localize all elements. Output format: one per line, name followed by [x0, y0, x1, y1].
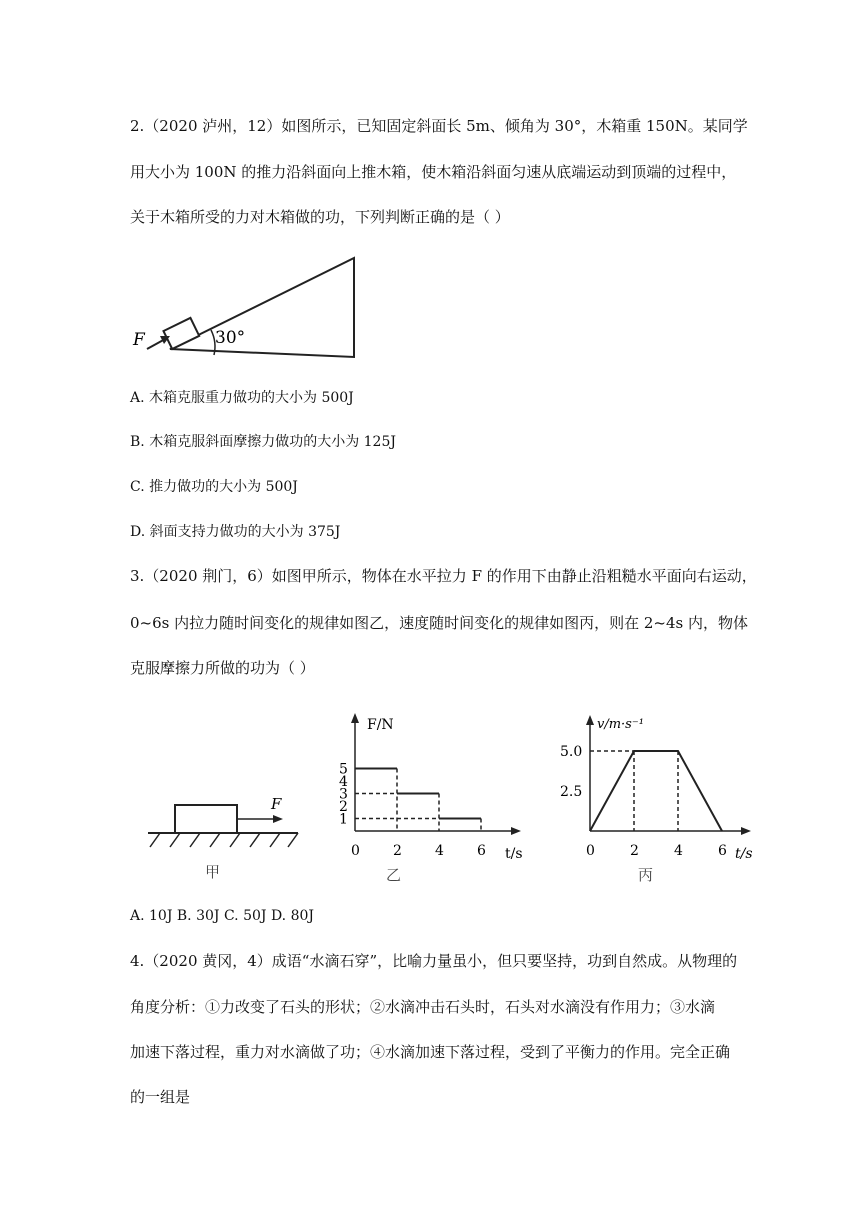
- q3-stem-line-2: 0~6s 内拉力随时间变化的规律如图乙，速度随时间变化的规律如图丙，则在 2~4s 内，物体: [130, 614, 749, 632]
- y-tick-label: 2.5: [560, 784, 583, 800]
- q2-stem-line-2: 用大小为 100N 的推力沿斜面向上推木箱，使木箱沿斜面匀速从底端运动到顶端的过程中，: [130, 163, 737, 181]
- q2-stem-line-3: 关于木箱所受的力对木箱做的功，下列判断正确的是（ ）: [130, 208, 510, 226]
- q2-option-d: D. 斜面支持力做功的大小为 375J: [130, 524, 341, 540]
- x-axis-label-yi: t/s: [505, 846, 523, 862]
- x-tick-label: 6: [718, 843, 727, 859]
- wooden-box: [163, 318, 199, 349]
- ground-hatching: [150, 833, 298, 847]
- x-tick-label: 2: [393, 843, 402, 859]
- y-axis-label-yi: F/N: [367, 717, 394, 733]
- x-axis-label-bing: t/s: [735, 846, 753, 862]
- block: [175, 805, 237, 833]
- figure-jia: [140, 795, 315, 885]
- incline-triangle: [170, 258, 354, 357]
- y-axis-arrowhead: [586, 715, 594, 725]
- y-tick-label: 4: [339, 774, 348, 790]
- q2-stem-line-1: 2.（2020 泸州，12）如图所示，已知固定斜面长 5m、倾角为 30°，木箱重 150N。某同学: [130, 117, 748, 135]
- q4-stem-line-4: 的一组是: [130, 1088, 191, 1106]
- y-tick-label: 5.0: [560, 744, 583, 760]
- q4-stem-line-1: 4.（2020 黄冈，4）成语“水滴石穿”，比喻力量虽小，但只要坚持，功到自然成。从物理的: [130, 952, 738, 970]
- y-tick-label: 2: [339, 799, 348, 815]
- q3-stem-line-1: 3.（2020 荆门，6）如图甲所示，物体在水平拉力 F 的作用下由静止沿粗糙水平面向右运动，: [130, 567, 757, 585]
- pull-force-label: F: [271, 795, 282, 813]
- force-label: F: [133, 330, 145, 350]
- x-tick-label: 6: [477, 843, 486, 859]
- q3-stem-line-3: 克服摩擦力所做的功为（ ）: [130, 659, 315, 677]
- caption-yi: 乙: [386, 866, 402, 884]
- angle-label: 30°: [215, 328, 246, 348]
- x-tick-label: 0: [351, 843, 360, 859]
- x-tick-label: 0: [586, 843, 595, 859]
- y-axis-arrowhead: [351, 713, 359, 723]
- pull-force-arrowhead: [273, 815, 283, 823]
- chart-velocity-time: [545, 705, 765, 885]
- caption-jia: 甲: [205, 863, 221, 881]
- y-tick-label: 5: [339, 761, 348, 778]
- y-axis-label-bing: v/m·s⁻¹: [597, 717, 644, 732]
- q4-stem-line-2: 角度分析：①力改变了石头的形状；②水滴冲击石头时，石头对水滴没有作用力；③水滴: [130, 998, 716, 1016]
- q4-stem-line-3: 加速下落过程，重力对水滴做了功；④水滴加速下落过程，受到了平衡力的作用。完全正确: [130, 1043, 731, 1061]
- x-axis-arrowhead: [741, 827, 751, 835]
- x-tick-label: 4: [674, 843, 683, 859]
- caption-bing: 丙: [638, 866, 654, 884]
- y-tick-label: 1: [339, 811, 348, 828]
- velocity-line: [590, 751, 722, 831]
- q2-option-c: C. 推力做功的大小为 500J: [130, 479, 298, 495]
- y-tick-label: 3: [339, 786, 348, 803]
- q2-option-a: A. 木箱克服重力做功的大小为 500J: [130, 390, 354, 406]
- x-tick-label: 2: [630, 843, 639, 859]
- q3-options: A. 10J B. 30J C. 50J D. 80J: [130, 908, 314, 924]
- chart-force-time: [325, 705, 525, 885]
- x-tick-label: 4: [435, 843, 444, 859]
- q2-option-b: B. 木箱克服斜面摩擦力做功的大小为 125J: [130, 434, 396, 450]
- x-axis-arrowhead: [511, 827, 521, 835]
- incline-figure: [125, 250, 365, 365]
